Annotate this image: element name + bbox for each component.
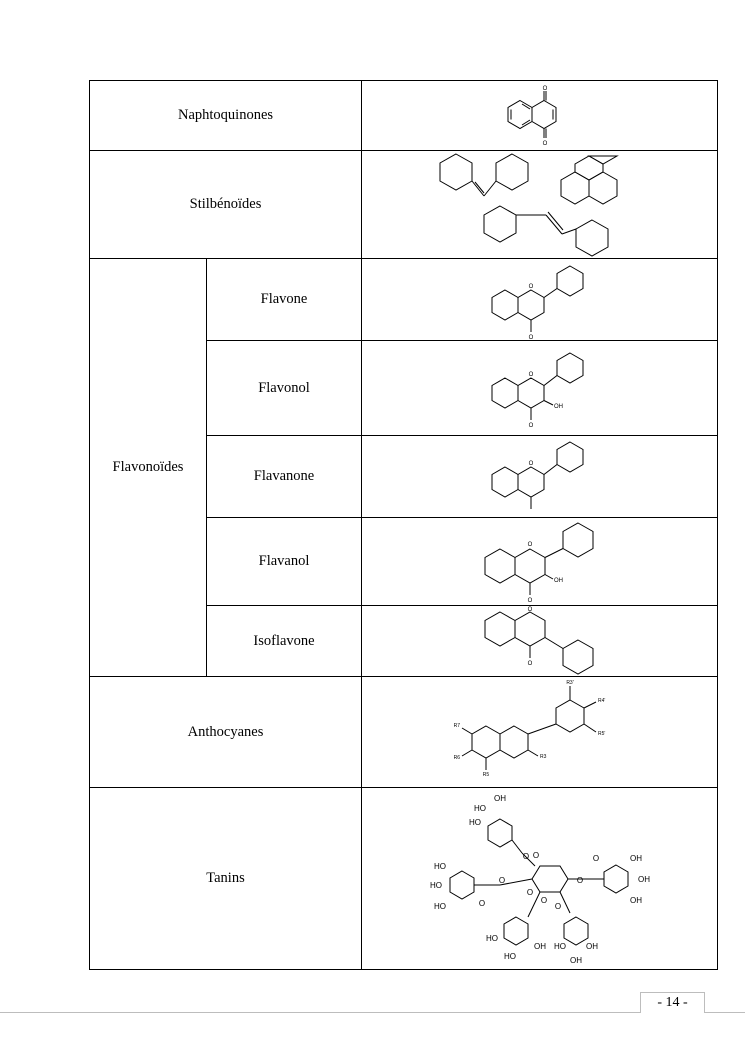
- subclass-name-cell: [207, 518, 362, 606]
- flavanone-structure-icon: [485, 437, 595, 517]
- class-name-cell: [90, 259, 207, 677]
- structure-cell: [362, 436, 718, 518]
- hydroxyl-label: OH: [629, 853, 642, 863]
- oxygen-label: O: [527, 607, 532, 613]
- class-name-cell: [90, 677, 362, 788]
- r-group-label: R7: [453, 723, 460, 729]
- table-row: [90, 259, 718, 341]
- tannin-structure-icon: [420, 791, 660, 967]
- structure-cell: [362, 606, 718, 677]
- table-row: [90, 677, 718, 788]
- oxygen-label: O: [528, 460, 533, 467]
- class-name-cell: [90, 151, 362, 259]
- structure-cell: [362, 677, 718, 788]
- oxygen-label: O: [498, 875, 505, 885]
- isoflavone-structure-icon: [480, 606, 600, 676]
- hydroxyl-label: HO: [485, 933, 498, 943]
- table-row: [90, 81, 718, 151]
- subclass-name-cell: [207, 436, 362, 518]
- oxygen-label: O: [542, 85, 547, 92]
- class-name: Tanins: [206, 870, 245, 886]
- stilbenoid-structures-icon: [425, 152, 655, 258]
- hydroxyl-label: HO: [433, 861, 446, 871]
- structure-cell: [362, 341, 718, 436]
- hydroxyl-label: HO: [473, 803, 486, 813]
- oxygen-label: O: [528, 423, 533, 429]
- structure-cell: [362, 151, 718, 259]
- subclass-name: Flavonol: [258, 379, 310, 396]
- subclass-name-cell: [207, 259, 362, 341]
- structure-cell: [362, 518, 718, 606]
- flavone-structure-icon: [485, 260, 595, 340]
- hydroxyl-label: OH: [569, 955, 582, 965]
- hydroxyl-label: OH: [585, 941, 598, 951]
- oxygen-label: O: [522, 851, 529, 861]
- anthocyanin-structure-icon: [450, 678, 630, 786]
- hydroxyl-label: HO: [503, 951, 516, 961]
- class-name: Anthocyanes: [187, 723, 264, 740]
- r-group-label: R5: [482, 772, 489, 778]
- flavonol-structure-icon: [485, 343, 595, 433]
- oxygen-label: O: [532, 850, 539, 860]
- r-group-label: R3': [565, 680, 574, 686]
- subclass-name-cell: [207, 606, 362, 677]
- oxygen-label: O: [554, 901, 561, 911]
- oxygen-label: O: [540, 895, 547, 905]
- structure-cell: [362, 81, 718, 151]
- oxygen-label: O: [527, 661, 532, 667]
- oxygen-label: O: [526, 887, 533, 897]
- oxygen-label: O: [527, 541, 532, 548]
- subclass-name-cell: [207, 341, 362, 436]
- oxygen-label: O: [576, 875, 583, 885]
- structure-cell: [362, 259, 718, 341]
- subclass-name: Isoflavone: [253, 632, 315, 649]
- r-group-label: R3: [539, 754, 546, 760]
- class-name: Stilbénoïdes: [189, 196, 262, 212]
- r-group-label: R6: [453, 755, 460, 761]
- class-name-cell: [90, 788, 362, 970]
- hydroxyl-label: HO: [468, 817, 481, 827]
- hydroxyl-label: OH: [629, 895, 642, 905]
- hydroxyl-label: HO: [433, 901, 446, 911]
- hydroxyl-label: HO: [429, 880, 442, 890]
- page-number: - 14 -: [640, 992, 705, 1013]
- class-name: Naphtoquinones: [177, 107, 274, 123]
- class-name-cell: [90, 81, 362, 151]
- oxygen-label: O: [592, 853, 599, 863]
- table-row: [90, 788, 718, 970]
- oxygen-label: O: [528, 334, 533, 340]
- subclass-name: Flavone: [260, 291, 308, 307]
- table-row: [90, 151, 718, 259]
- hydroxyl-label: HO: [553, 941, 566, 951]
- hydroxyl-label: OH: [493, 793, 506, 803]
- oxygen-label: O: [478, 898, 485, 908]
- oxygen-label: O: [527, 597, 532, 604]
- oxygen-label: O: [528, 372, 533, 378]
- subclass-name: Flavanone: [253, 468, 315, 484]
- hydroxyl-label: OH: [637, 874, 650, 884]
- r-group-label: R4': [597, 698, 605, 704]
- hydroxyl-label: OH: [533, 941, 546, 951]
- oxygen-label: O: [542, 140, 547, 147]
- hydroxyl-label: OH: [553, 577, 563, 584]
- oxygen-label: O: [528, 283, 533, 290]
- hydroxyl-label: OH: [553, 404, 563, 410]
- r-group-label: R5': [597, 731, 605, 737]
- class-name: Flavonoïdes: [112, 459, 184, 475]
- subclass-name: Flavanol: [258, 553, 310, 569]
- flavanol-structure-icon: [480, 519, 600, 605]
- flavonoid-classes-table: [89, 80, 718, 970]
- structure-cell: [362, 788, 718, 970]
- footer-rule: [0, 1012, 745, 1013]
- naphthoquinone-structure-icon: [500, 83, 580, 149]
